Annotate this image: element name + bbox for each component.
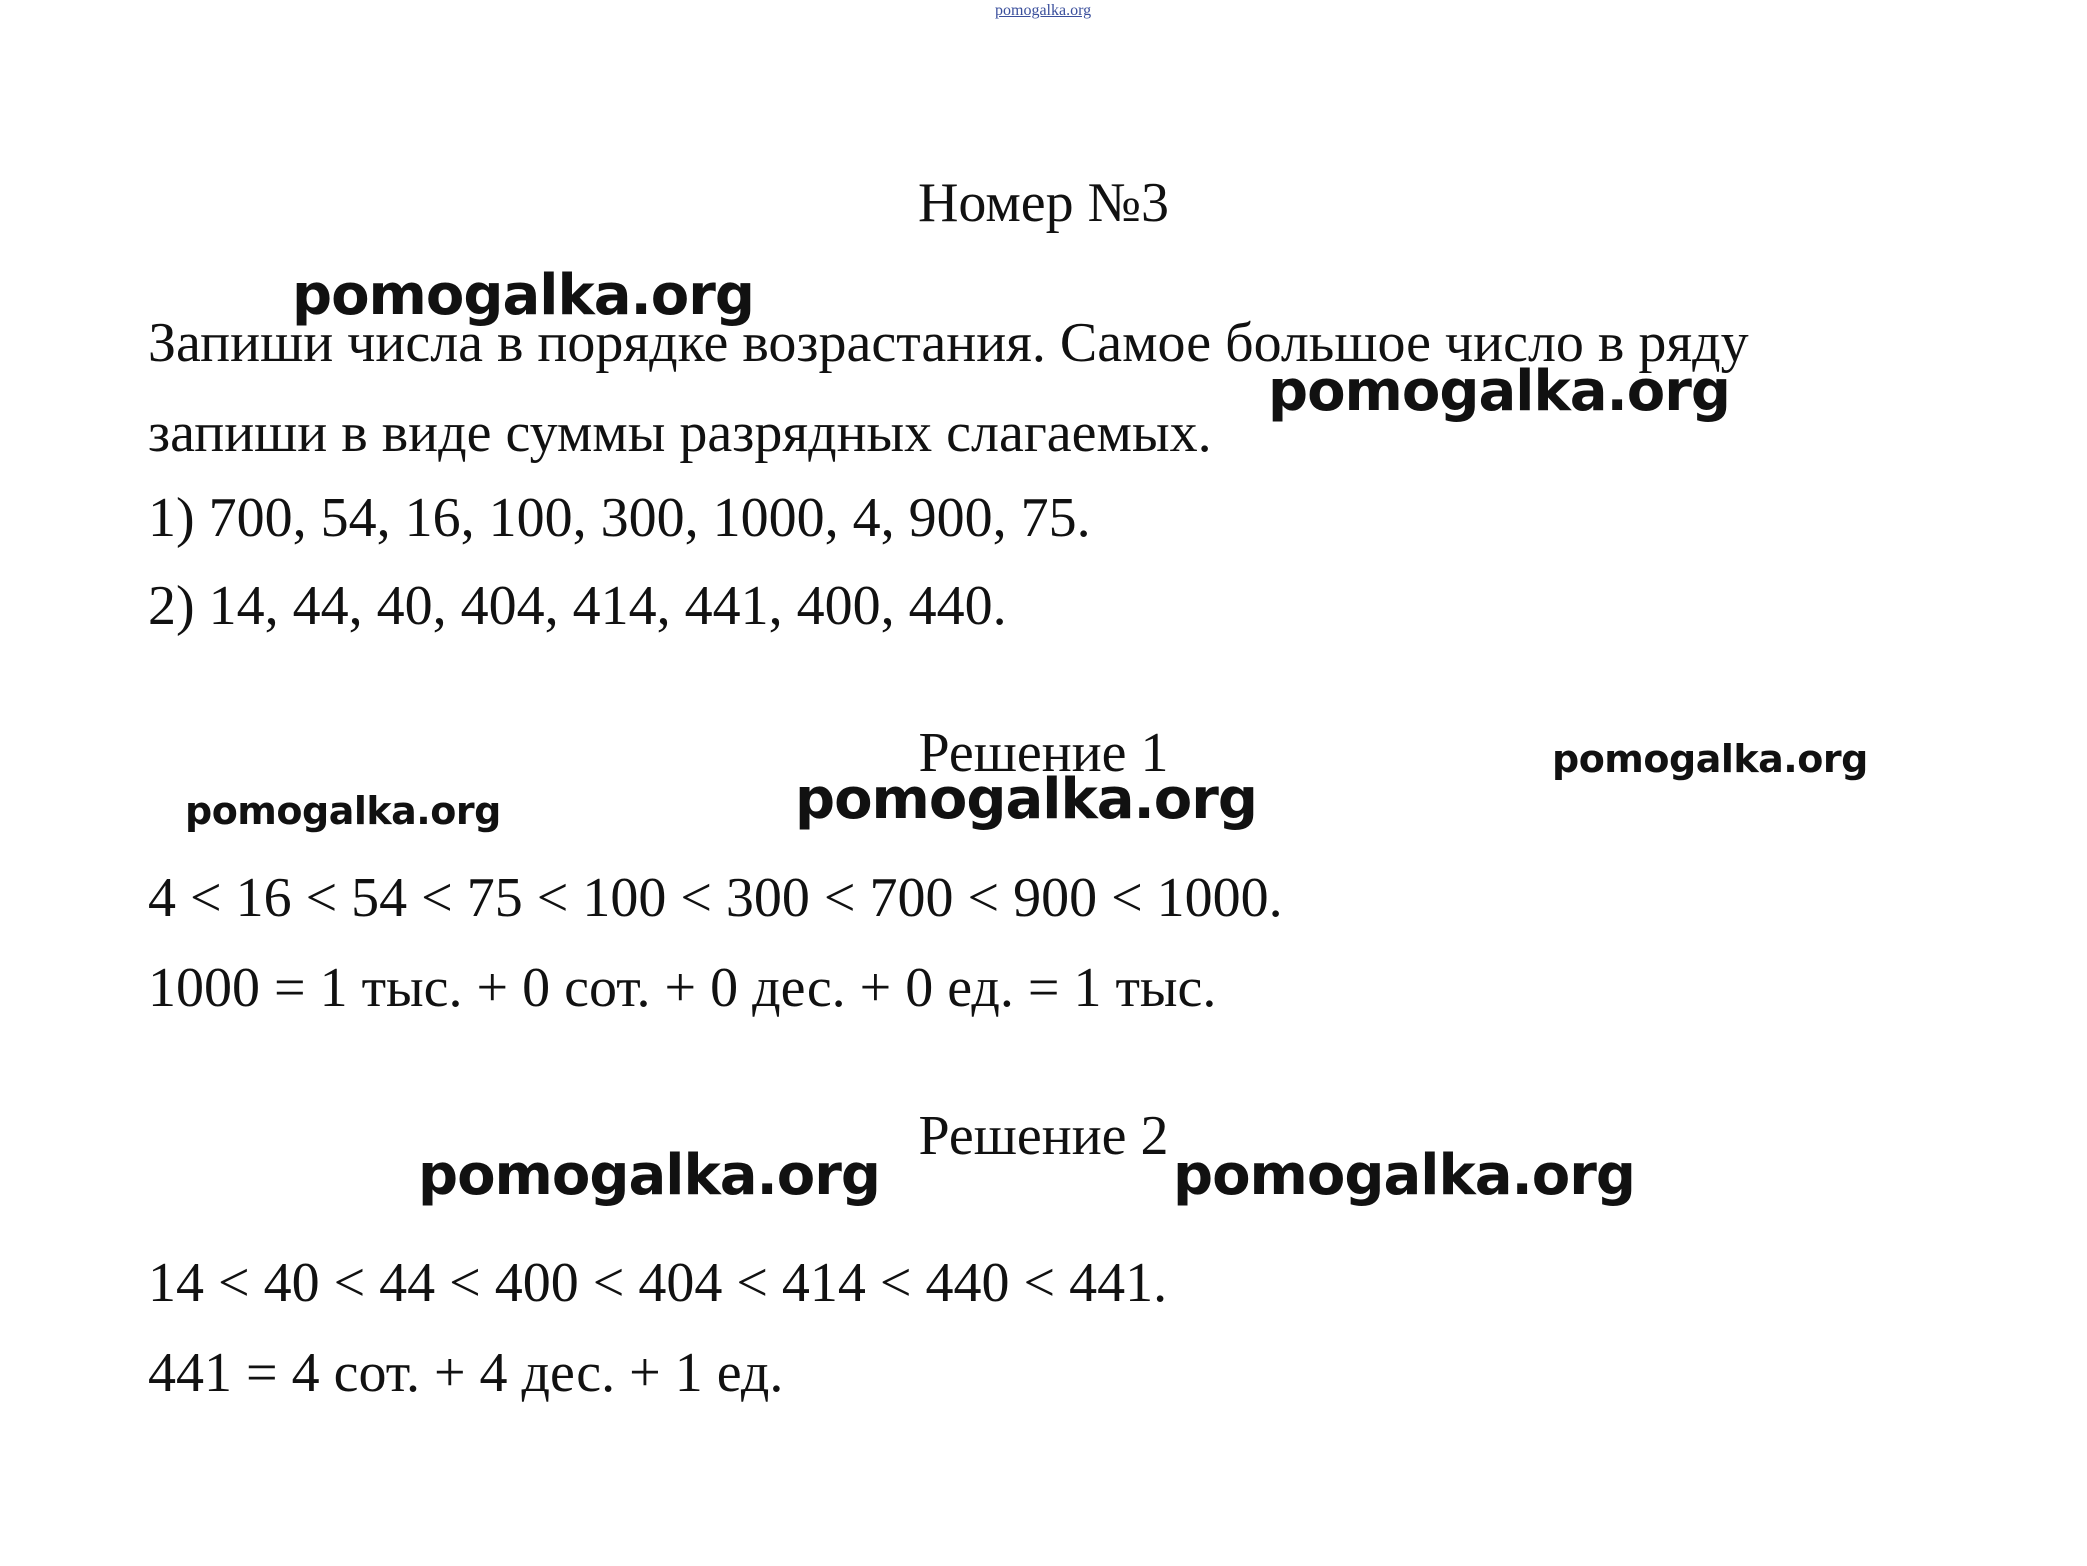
watermark: pomogalka.org <box>1268 359 1730 424</box>
solution-1-decomposition: 1000 = 1 тыс. + 0 сот. + 0 дес. + 0 ед. = 1 тыс. <box>148 957 1217 1019</box>
task-text-line-1: Запиши числа в порядке возрастания. Самое большое число в ряду <box>148 312 1749 374</box>
page-title: Номер №3 <box>917 172 1170 234</box>
solution-2-decomposition: 441 = 4 сот. + 4 дес. + 1 ед. <box>148 1342 784 1404</box>
task-item-2: 2) 14, 44, 40, 404, 414, 441, 400, 440. <box>148 575 1007 637</box>
solution-2-heading: Решение 2 <box>918 1105 1169 1167</box>
watermark: pomogalka.org <box>795 767 1257 832</box>
watermark: pomogalka.org <box>1173 1143 1635 1208</box>
header-watermark-link[interactable]: pomogalka.org <box>995 2 1092 19</box>
watermark: pomogalka.org <box>292 263 754 328</box>
solution-2-order: 14 < 40 < 44 < 400 < 404 < 414 < 440 < 441. <box>148 1252 1168 1314</box>
watermark: pomogalka.org <box>185 789 501 833</box>
task-item-1: 1) 700, 54, 16, 100, 300, 1000, 4, 900, 75. <box>148 487 1091 549</box>
solution-1-order: 4 < 16 < 54 < 75 < 100 < 300 < 700 < 900 < 1000. <box>148 867 1283 929</box>
watermark: pomogalka.org <box>1552 737 1868 781</box>
solution-1-heading: Решение 1 <box>918 722 1169 784</box>
task-text-line-2: запиши в виде суммы разрядных слагаемых. <box>148 402 1212 464</box>
watermark: pomogalka.org <box>418 1143 880 1208</box>
